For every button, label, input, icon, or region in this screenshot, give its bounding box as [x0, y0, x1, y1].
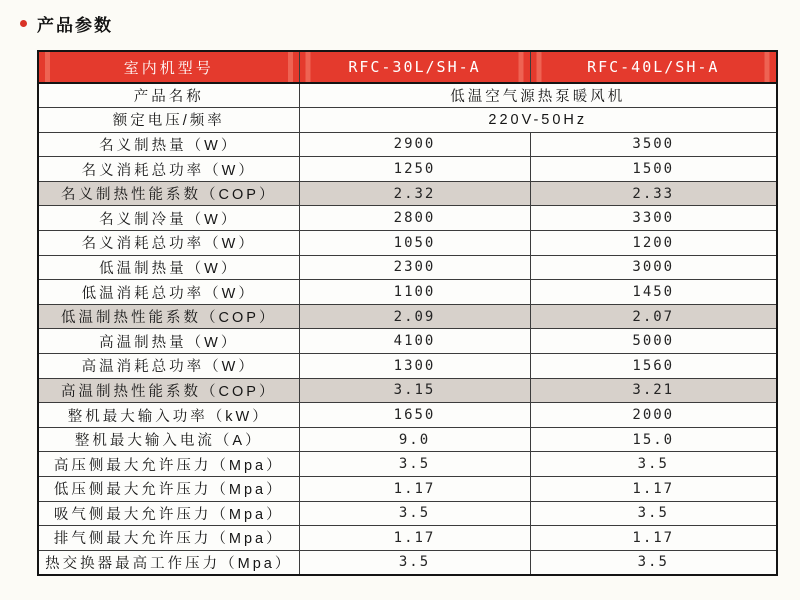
row-label: 低温消耗总功率（W）	[38, 280, 299, 305]
table-header-row	[38, 51, 777, 83]
table-row	[38, 477, 777, 502]
table-row	[38, 206, 777, 231]
row-label: 高温消耗总功率（W）	[38, 354, 299, 379]
row-value: 3000	[530, 255, 777, 280]
row-label: 产品名称	[38, 83, 299, 108]
row-label: 高温制热性能系数（COP）	[38, 378, 299, 403]
row-value: 1.17	[299, 477, 530, 502]
row-value: 1.17	[530, 477, 777, 502]
table-row	[38, 427, 777, 452]
table-row	[38, 255, 777, 280]
row-label: 额定电压/频率	[38, 108, 299, 133]
row-label: 排气侧最大允许压力（Mpa）	[38, 526, 299, 551]
table-row	[38, 354, 777, 379]
row-value: 1.17	[530, 526, 777, 551]
row-value: 1300	[299, 354, 530, 379]
table-row	[38, 304, 777, 329]
table-row	[38, 181, 777, 206]
table-row	[38, 452, 777, 477]
row-value: 3300	[530, 206, 777, 231]
row-value: 2.07	[530, 304, 777, 329]
table-row	[38, 550, 777, 575]
table-row	[38, 329, 777, 354]
row-value: 1450	[530, 280, 777, 305]
row-value: 3.5	[530, 501, 777, 526]
row-value: 1200	[530, 231, 777, 256]
table-row	[38, 108, 777, 133]
header-model-rfc-30l: RFC-30L/SH-A	[299, 51, 530, 83]
row-label: 整机最大输入功率（kW）	[38, 403, 299, 428]
table-row	[38, 378, 777, 403]
row-value: 2000	[530, 403, 777, 428]
row-value: 3.5	[530, 452, 777, 477]
row-label: 低温制热量（W）	[38, 255, 299, 280]
spec-table-body	[38, 83, 777, 575]
table-row	[38, 132, 777, 157]
row-label: 名义消耗总功率（W）	[38, 157, 299, 182]
product-spec-table	[37, 50, 778, 576]
table-row	[38, 83, 777, 108]
row-value: 3.5	[530, 550, 777, 575]
row-value: 2900	[299, 132, 530, 157]
row-label: 高压侧最大允许压力（Mpa）	[38, 452, 299, 477]
row-value: 1650	[299, 403, 530, 428]
table-row	[38, 157, 777, 182]
row-value: 3.5	[299, 452, 530, 477]
row-value: 3.15	[299, 378, 530, 403]
row-label: 名义制冷量（W）	[38, 206, 299, 231]
row-label: 名义制热量（W）	[38, 132, 299, 157]
row-value: 2800	[299, 206, 530, 231]
row-value: 2.32	[299, 181, 530, 206]
row-value: 2.09	[299, 304, 530, 329]
row-value: 1100	[299, 280, 530, 305]
row-label: 名义制热性能系数（COP）	[38, 181, 299, 206]
table-row	[38, 526, 777, 551]
row-value: 1500	[530, 157, 777, 182]
row-label: 名义消耗总功率（W）	[38, 231, 299, 256]
row-value: 15.0	[530, 427, 777, 452]
row-label: 低温制热性能系数（COP）	[38, 304, 299, 329]
row-label: 高温制热量（W）	[38, 329, 299, 354]
row-value: 2.33	[530, 181, 777, 206]
row-label: 热交换器最高工作压力（Mpa）	[38, 550, 299, 575]
row-span-value: 220V-50Hz	[299, 108, 777, 133]
row-value: 3.5	[299, 550, 530, 575]
row-value: 5000	[530, 329, 777, 354]
row-label: 吸气侧最大允许压力（Mpa）	[38, 501, 299, 526]
table-row	[38, 231, 777, 256]
row-value: 3500	[530, 132, 777, 157]
header-indoor-unit-model: 室内机型号	[38, 51, 299, 83]
row-value: 1.17	[299, 526, 530, 551]
row-span-value: 低温空气源热泵暖风机	[299, 83, 777, 108]
header-model-rfc-40l: RFC-40L/SH-A	[530, 51, 777, 83]
row-label: 低压侧最大允许压力（Mpa）	[38, 477, 299, 502]
row-value: 1250	[299, 157, 530, 182]
row-value: 3.21	[530, 378, 777, 403]
row-value: 9.0	[299, 427, 530, 452]
row-label: 整机最大输入电流（A）	[38, 427, 299, 452]
row-value: 1560	[530, 354, 777, 379]
row-value: 3.5	[299, 501, 530, 526]
bullet-icon	[20, 20, 27, 27]
row-value: 1050	[299, 231, 530, 256]
section-header	[20, 11, 113, 36]
row-value: 2300	[299, 255, 530, 280]
table-row	[38, 403, 777, 428]
row-value: 4100	[299, 329, 530, 354]
table-row	[38, 280, 777, 305]
page-title: 产品参数	[37, 16, 113, 35]
table-row	[38, 501, 777, 526]
